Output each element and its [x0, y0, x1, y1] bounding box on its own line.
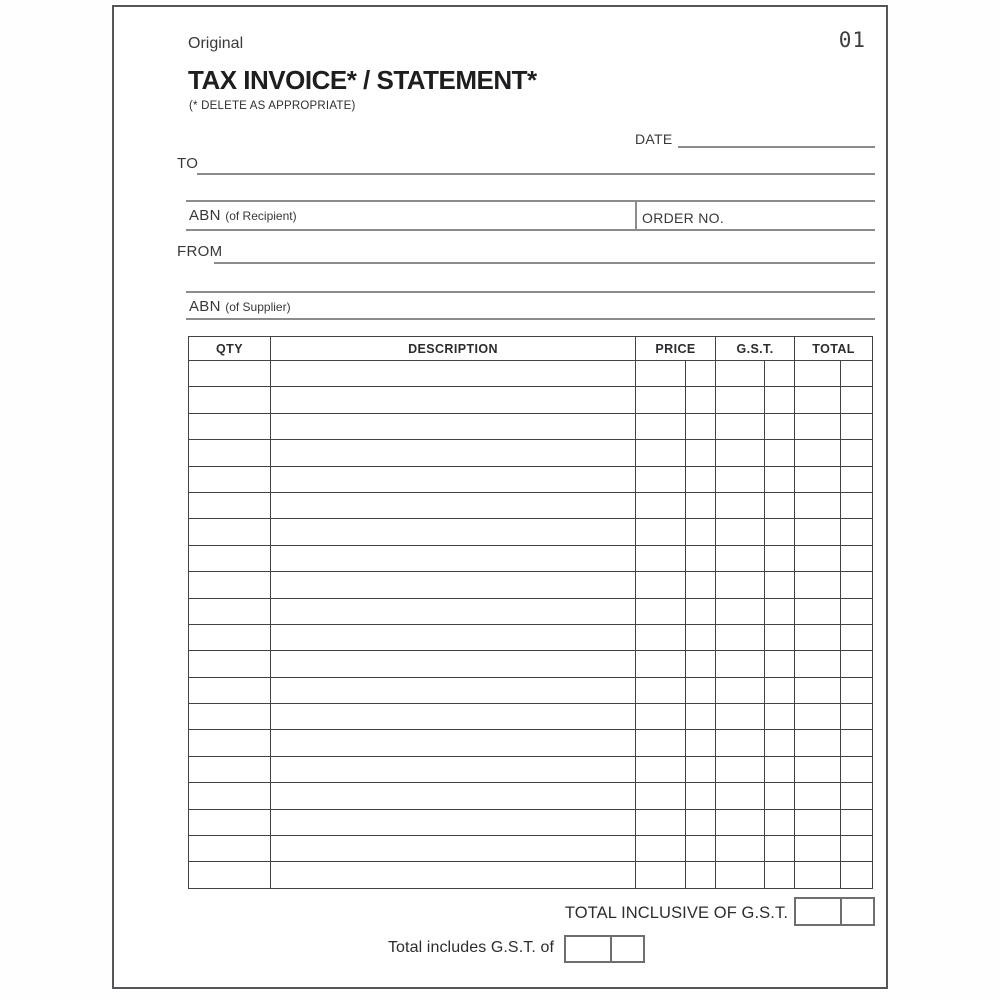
gst-cents-cell[interactable] [765, 492, 795, 518]
gst-cents-cell[interactable] [765, 730, 795, 756]
qty-cell[interactable] [189, 492, 271, 518]
table-row [189, 677, 873, 703]
gst-dollars-cell[interactable] [716, 598, 765, 624]
price-cents-cell[interactable] [686, 361, 716, 387]
copy-label: Original [188, 35, 244, 52]
gst-dollars-cell[interactable] [716, 387, 765, 413]
description-cell[interactable] [271, 809, 636, 835]
price-dollars-cell[interactable] [636, 704, 686, 730]
table-row [189, 783, 873, 809]
gst-cents-cell[interactable] [765, 387, 795, 413]
total-dollars-cell[interactable] [795, 572, 841, 598]
line-item-table [188, 336, 873, 889]
description-cell[interactable] [271, 624, 636, 650]
total-dollars-cell[interactable] [795, 809, 841, 835]
qty-cell[interactable] [189, 809, 271, 835]
price-cents-cell[interactable] [686, 809, 716, 835]
description-cell[interactable] [271, 413, 636, 439]
table-row [189, 704, 873, 730]
description-cell[interactable] [271, 519, 636, 545]
price-cents-cell[interactable] [686, 756, 716, 782]
page-number: 01 [838, 28, 866, 52]
price-cents-cell[interactable] [686, 598, 716, 624]
price-cents-cell[interactable] [686, 677, 716, 703]
total-cents-cell[interactable] [841, 809, 873, 835]
qty-cell[interactable] [189, 756, 271, 782]
qty-cell[interactable] [189, 466, 271, 492]
total-cents-cell[interactable] [841, 704, 873, 730]
table-row [189, 545, 873, 571]
total-cents-cell[interactable] [841, 572, 873, 598]
total-dollars-cell[interactable] [795, 466, 841, 492]
total-dollars-cell[interactable] [795, 677, 841, 703]
table-row [189, 572, 873, 598]
total-cents-cell[interactable] [841, 466, 873, 492]
gst-dollars-cell[interactable] [716, 624, 765, 650]
price-column-header: PRICE [636, 337, 716, 361]
price-dollars-cell[interactable] [636, 361, 686, 387]
price-cents-cell[interactable] [686, 466, 716, 492]
description-cell[interactable] [271, 783, 636, 809]
price-dollars-cell[interactable] [636, 836, 686, 862]
description-cell[interactable] [271, 466, 636, 492]
total-cents-cell[interactable] [841, 387, 873, 413]
total-dollars-cell[interactable] [795, 783, 841, 809]
description-cell[interactable] [271, 756, 636, 782]
gst-cents-cell[interactable] [765, 862, 795, 888]
abn-supplier-label [189, 298, 291, 315]
price-dollars-cell[interactable] [636, 572, 686, 598]
gst-cents-cell[interactable] [765, 783, 795, 809]
price-dollars-cell[interactable] [636, 809, 686, 835]
qty-cell[interactable] [189, 413, 271, 439]
total-cents-cell[interactable] [841, 598, 873, 624]
total-dollars-cell[interactable] [795, 704, 841, 730]
total-dollars-cell[interactable] [795, 651, 841, 677]
gst-dollars-cell[interactable] [716, 413, 765, 439]
gst-dollars-cell[interactable] [716, 783, 765, 809]
table-row [189, 651, 873, 677]
gst-dollars-cell[interactable] [716, 519, 765, 545]
price-dollars-cell[interactable] [636, 651, 686, 677]
total-cents-cell[interactable] [841, 492, 873, 518]
table-row [189, 466, 873, 492]
qty-cell[interactable] [189, 836, 271, 862]
price-dollars-cell[interactable] [636, 862, 686, 888]
price-cents-cell[interactable] [686, 572, 716, 598]
total-dollars-cell[interactable] [795, 730, 841, 756]
from-write-line[interactable] [214, 262, 875, 264]
gst-dollars-cell[interactable] [716, 466, 765, 492]
price-dollars-cell[interactable] [636, 440, 686, 466]
qty-cell[interactable] [189, 624, 271, 650]
total-inclusive-cents-box[interactable] [842, 899, 873, 924]
gst-amount-box [564, 935, 645, 963]
qty-cell[interactable] [189, 704, 271, 730]
order-no-label: ORDER NO. [642, 210, 725, 226]
invoice-page [112, 5, 888, 989]
gst-dollars-cell[interactable] [716, 572, 765, 598]
gst-cents-cell[interactable] [765, 809, 795, 835]
gst-dollars-cell[interactable] [716, 836, 765, 862]
table-row [189, 387, 873, 413]
price-cents-cell[interactable] [686, 651, 716, 677]
total-cents-cell[interactable] [841, 677, 873, 703]
price-dollars-cell[interactable] [636, 413, 686, 439]
description-cell[interactable] [271, 492, 636, 518]
description-cell[interactable] [271, 598, 636, 624]
description-cell[interactable] [271, 361, 636, 387]
qty-cell[interactable] [189, 783, 271, 809]
table-row [189, 836, 873, 862]
qty-cell[interactable] [189, 677, 271, 703]
total-cents-cell[interactable] [841, 413, 873, 439]
abn-recipient-write-line[interactable] [186, 229, 875, 231]
total-dollars-cell[interactable] [795, 519, 841, 545]
gst-dollars-cell[interactable] [716, 440, 765, 466]
table-row [189, 440, 873, 466]
price-cents-cell[interactable] [686, 862, 716, 888]
price-dollars-cell[interactable] [636, 598, 686, 624]
qty-column-header: QTY [189, 337, 271, 361]
table-row [189, 624, 873, 650]
price-cents-cell[interactable] [686, 704, 716, 730]
table-row [189, 809, 873, 835]
total-inclusive-label: TOTAL INCLUSIVE OF G.S.T. [564, 904, 788, 922]
gst-cents-cell[interactable] [765, 756, 795, 782]
price-dollars-cell[interactable] [636, 545, 686, 571]
qty-cell[interactable] [189, 440, 271, 466]
price-cents-cell[interactable] [686, 545, 716, 571]
total-dollars-cell[interactable] [795, 624, 841, 650]
price-dollars-cell[interactable] [636, 492, 686, 518]
total-dollars-cell[interactable] [795, 492, 841, 518]
price-dollars-cell[interactable] [636, 783, 686, 809]
to-label: TO [177, 155, 199, 172]
table-row [189, 492, 873, 518]
total-cents-cell[interactable] [841, 730, 873, 756]
description-cell[interactable] [271, 862, 636, 888]
price-cents-cell[interactable] [686, 440, 716, 466]
total-dollars-cell[interactable] [795, 440, 841, 466]
price-cents-cell[interactable] [686, 730, 716, 756]
gst-dollars-cell[interactable] [716, 730, 765, 756]
total-dollars-cell[interactable] [795, 545, 841, 571]
abn-supplier-label-main: ABN [189, 298, 221, 315]
gst-cents-cell[interactable] [765, 651, 795, 677]
to-write-line[interactable] [197, 173, 875, 175]
total-dollars-cell[interactable] [795, 361, 841, 387]
description-cell[interactable] [271, 651, 636, 677]
abn-supplier-label-qualifier: (of Supplier) [225, 300, 291, 314]
gst-amount-cents-box[interactable] [612, 937, 643, 961]
total-column-header: TOTAL [795, 337, 873, 361]
gst-cents-cell[interactable] [765, 545, 795, 571]
description-cell[interactable] [271, 704, 636, 730]
gst-amount-label: Total includes G.S.T. of [387, 939, 554, 956]
qty-cell[interactable] [189, 361, 271, 387]
price-dollars-cell[interactable] [636, 519, 686, 545]
total-inclusive-box [794, 897, 875, 926]
price-cents-cell[interactable] [686, 624, 716, 650]
total-dollars-cell[interactable] [795, 862, 841, 888]
form-title: TAX INVOICE* / STATEMENT* [188, 65, 537, 95]
gst-column-header: G.S.T. [716, 337, 795, 361]
supplier-block-top-rule [186, 291, 875, 293]
gst-cents-cell[interactable] [765, 677, 795, 703]
price-cents-cell[interactable] [686, 836, 716, 862]
total-cents-cell[interactable] [841, 651, 873, 677]
table-row [189, 519, 873, 545]
gst-dollars-cell[interactable] [716, 704, 765, 730]
table-row [189, 730, 873, 756]
description-cell[interactable] [271, 572, 636, 598]
description-cell[interactable] [271, 836, 636, 862]
form-subtitle: (* DELETE AS APPROPRIATE) [189, 100, 356, 112]
total-cents-cell[interactable] [841, 545, 873, 571]
total-cents-cell[interactable] [841, 519, 873, 545]
date-label: DATE [635, 131, 673, 147]
total-dollars-cell[interactable] [795, 756, 841, 782]
qty-cell[interactable] [189, 862, 271, 888]
qty-cell[interactable] [189, 519, 271, 545]
price-dollars-cell[interactable] [636, 624, 686, 650]
gst-dollars-cell[interactable] [716, 361, 765, 387]
price-dollars-cell[interactable] [636, 756, 686, 782]
total-cents-cell[interactable] [841, 624, 873, 650]
table-row [189, 413, 873, 439]
gst-dollars-cell[interactable] [716, 651, 765, 677]
price-dollars-cell[interactable] [636, 730, 686, 756]
qty-cell[interactable] [189, 598, 271, 624]
gst-dollars-cell[interactable] [716, 862, 765, 888]
recipient-block-top-rule [186, 200, 875, 202]
gst-amount-dollars-box[interactable] [566, 937, 612, 961]
total-cents-cell[interactable] [841, 440, 873, 466]
total-cents-cell[interactable] [841, 862, 873, 888]
table-row [189, 361, 873, 387]
total-dollars-cell[interactable] [795, 413, 841, 439]
description-cell[interactable] [271, 440, 636, 466]
description-cell[interactable] [271, 677, 636, 703]
total-cents-cell[interactable] [841, 836, 873, 862]
gst-dollars-cell[interactable] [716, 677, 765, 703]
gst-dollars-cell[interactable] [716, 492, 765, 518]
abn-recipient-label-main: ABN [189, 207, 221, 224]
table-row [189, 598, 873, 624]
description-cell[interactable] [271, 545, 636, 571]
date-write-line[interactable] [678, 146, 875, 148]
abn-supplier-write-line[interactable] [186, 318, 875, 320]
gst-cents-cell[interactable] [765, 361, 795, 387]
price-cents-cell[interactable] [686, 387, 716, 413]
abn-recipient-label [189, 207, 297, 224]
qty-cell[interactable] [189, 730, 271, 756]
gst-cents-cell[interactable] [765, 466, 795, 492]
invoice-table-body [189, 361, 873, 889]
description-column-header: DESCRIPTION [271, 337, 636, 361]
gst-dollars-cell[interactable] [716, 545, 765, 571]
total-dollars-cell[interactable] [795, 387, 841, 413]
gst-dollars-cell[interactable] [716, 809, 765, 835]
table-row [189, 756, 873, 782]
gst-cents-cell[interactable] [765, 836, 795, 862]
price-cents-cell[interactable] [686, 783, 716, 809]
gst-cents-cell[interactable] [765, 598, 795, 624]
gst-cents-cell[interactable] [765, 440, 795, 466]
description-cell[interactable] [271, 730, 636, 756]
gst-cents-cell[interactable] [765, 704, 795, 730]
qty-cell[interactable] [189, 572, 271, 598]
total-cents-cell[interactable] [841, 361, 873, 387]
total-cents-cell[interactable] [841, 783, 873, 809]
price-cents-cell[interactable] [686, 519, 716, 545]
description-cell[interactable] [271, 387, 636, 413]
price-cents-cell[interactable] [686, 413, 716, 439]
qty-cell[interactable] [189, 387, 271, 413]
gst-cents-cell[interactable] [765, 624, 795, 650]
table-header-row [189, 337, 873, 361]
recipient-block-divider [635, 200, 637, 231]
gst-cents-cell[interactable] [765, 413, 795, 439]
price-dollars-cell[interactable] [636, 677, 686, 703]
price-cents-cell[interactable] [686, 492, 716, 518]
abn-recipient-label-qualifier: (of Recipient) [225, 209, 297, 223]
total-inclusive-dollars-box[interactable] [796, 899, 842, 924]
gst-dollars-cell[interactable] [716, 756, 765, 782]
price-dollars-cell[interactable] [636, 466, 686, 492]
from-label: FROM [177, 243, 223, 260]
gst-cents-cell[interactable] [765, 572, 795, 598]
gst-cents-cell[interactable] [765, 519, 795, 545]
price-dollars-cell[interactable] [636, 387, 686, 413]
table-row [189, 862, 873, 888]
total-dollars-cell[interactable] [795, 598, 841, 624]
qty-cell[interactable] [189, 651, 271, 677]
qty-cell[interactable] [189, 545, 271, 571]
total-cents-cell[interactable] [841, 756, 873, 782]
total-dollars-cell[interactable] [795, 836, 841, 862]
